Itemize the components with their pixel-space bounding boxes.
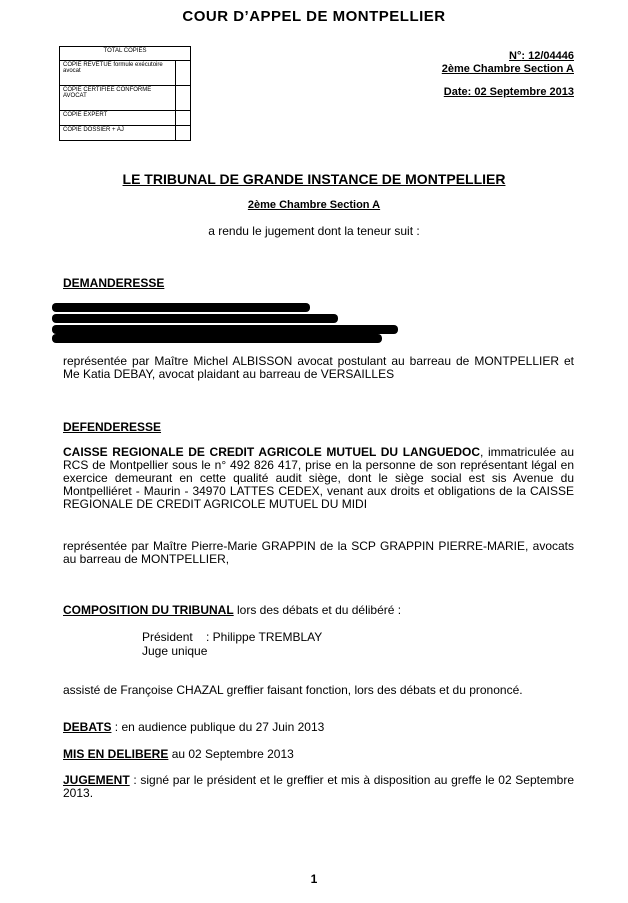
delibere-text: au 02 Septembre 2013	[168, 747, 294, 761]
intro-text: a rendu le jugement dont la teneur suit :	[208, 224, 420, 238]
tribunal-chamber: 2ème Chambre Section A	[247, 199, 381, 211]
header-chamber-text: 2ème Chambre Section A	[441, 63, 574, 75]
demanderesse-representation: représentée par Maître Michel ALBISSON avocat postulant au barreau de MONTPELLIER et Me Katia DEBAY, avocat plaidant au barreau de VERSAILLES	[63, 354, 574, 381]
jugement-label: JUGEMENT	[63, 773, 130, 787]
composition-suffix: lors des débats et du délibéré :	[233, 603, 402, 617]
copies-row-box	[176, 111, 191, 126]
copies-row-expert: COPIE EXPERT	[60, 111, 176, 126]
copies-table	[59, 46, 191, 141]
redaction-bar	[52, 314, 338, 323]
date-label: Date	[443, 86, 468, 98]
defenderesse-details-text: , immatriculée au RCS de Montpellier sous le n° 492 826 417, prise en la personne de son représentant légal en exercice demeurant en cette qualité audit siège, dont le siège social est sis Avenue du Montpelliéret - Maurin - 34970 LATTES CEDEX, venant aux droits et obligations de la CAISSE REGIONALE DE CREDIT AGRICOLE MUTUEL DU MIDI	[63, 445, 574, 511]
case-number-label: N°	[509, 50, 522, 62]
court-title: COUR D’APPEL DE MONTPELLIER	[182, 8, 446, 25]
page-number: 1	[310, 872, 318, 886]
composition-line	[63, 603, 401, 617]
debats-line	[63, 720, 324, 734]
redaction-bar	[52, 325, 398, 334]
tribunal-title: LE TRIBUNAL DE GRANDE INSTANCE DE MONTPELLIER	[122, 171, 506, 187]
date-value: : 02 Septembre 2013	[467, 86, 574, 98]
copies-table-title: TOTAL COPIES	[60, 47, 191, 61]
copies-row-executoire: COPIE REVÊTUE formule exécutoire avocat	[60, 61, 176, 86]
debats-text: : en audience publique du 27 Juin 2013	[111, 720, 325, 734]
copies-row-box	[176, 86, 191, 111]
jugement-line	[63, 774, 574, 800]
demanderesse-heading: DEMANDERESSE	[63, 276, 165, 290]
copies-row-box	[176, 61, 191, 86]
president-value: : Philippe TREMBLAY	[206, 630, 323, 644]
delibere-label: MIS EN DELIBERE	[63, 747, 169, 761]
debats-label: DEBATS	[63, 720, 112, 734]
copies-row-certifiee: COPIE CERTIFIÉE CONFORME AVOCAT	[60, 86, 176, 111]
defenderesse-details	[63, 446, 574, 511]
redaction-bar	[52, 303, 310, 312]
header-chamber	[442, 63, 574, 75]
defenderesse-name: CAISSE REGIONALE DE CREDIT AGRICOLE MUTUEL DU LANGUEDOC	[63, 445, 481, 459]
delibere-line	[63, 747, 294, 761]
copies-row-dossier: COPIE DOSSIER + AJ	[60, 126, 176, 141]
redaction-bar	[52, 334, 382, 343]
juge-unique: Juge unique	[142, 644, 208, 658]
judgment-date	[444, 86, 574, 98]
greffier-line: assisté de Françoise CHAZAL greffier faisant fonction, lors des débats et du prononcé.	[63, 683, 523, 697]
copies-row-box	[176, 126, 191, 141]
president-label: Président	[142, 630, 193, 644]
case-number	[509, 50, 574, 62]
case-number-value: : 12/04446	[521, 50, 574, 62]
defenderesse-heading: DEFENDERESSE	[63, 420, 162, 434]
composition-heading: COMPOSITION DU TRIBUNAL	[63, 603, 234, 617]
jugement-text: : signé par le président et le greffier et mis à disposition au greffe le 02 Septembre 2013.	[63, 773, 574, 800]
defenderesse-representation: représentée par Maître Pierre-Marie GRAPPIN de la SCP GRAPPIN PIERRE-MARIE, avocats au barreau de MONTPELLIER,	[63, 539, 574, 566]
